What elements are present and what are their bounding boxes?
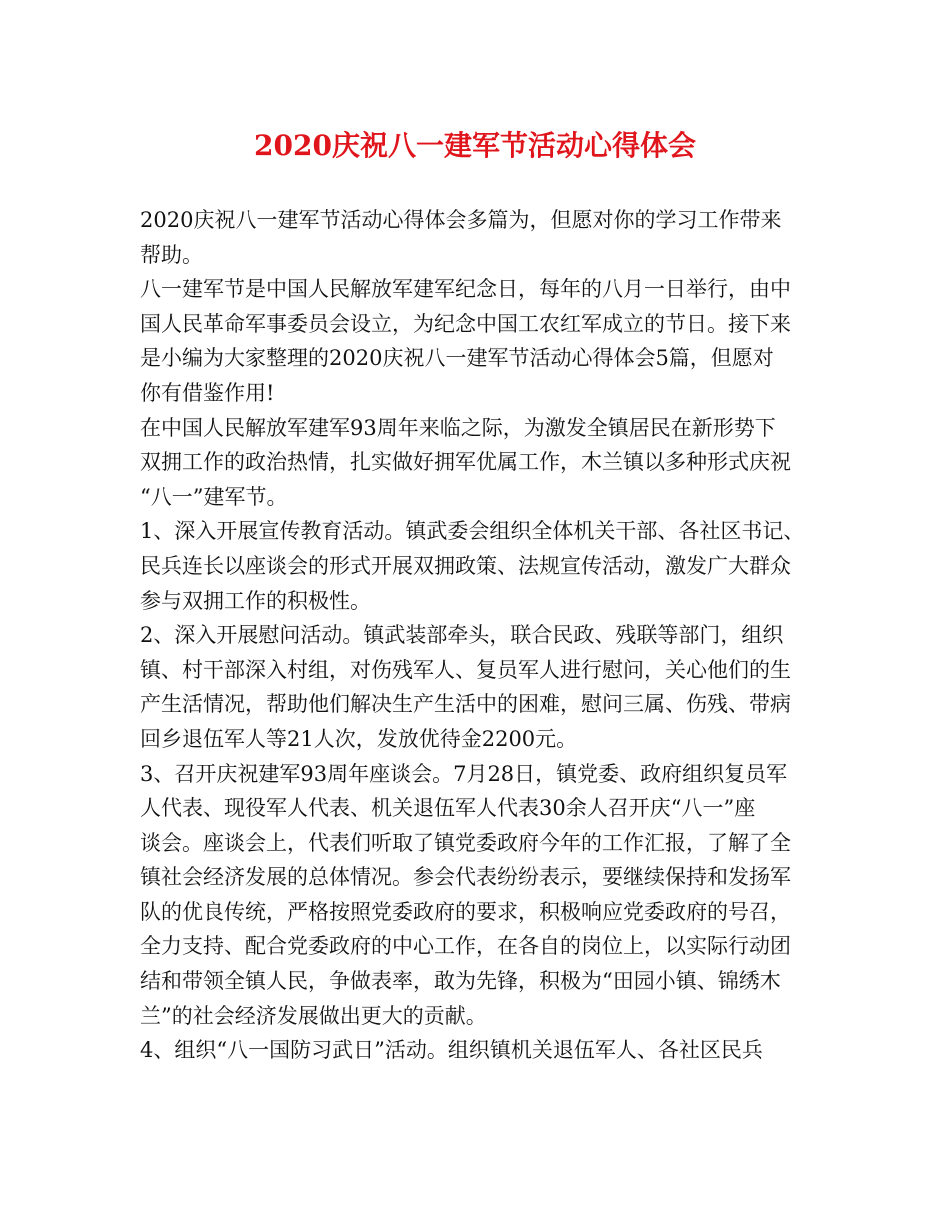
text-line: 帮助。 bbox=[140, 242, 203, 267]
text-line: 3、召开庆祝建军93周年座谈会。7月28日，镇党委、政府组织复员军 bbox=[140, 761, 788, 786]
text-line: 兰”的社会经济发展做出更大的贡献。 bbox=[140, 1003, 487, 1028]
text-line: 谈会。座谈会上，代表们听取了镇党委政府今年的工作汇报，了解了全 bbox=[140, 830, 791, 855]
text-line: 镇、村干部深入村组，对伤残军人、复员军人进行慰问，关心他们的生 bbox=[140, 657, 791, 682]
text-line: 在中国人民解放军建军93周年来临之际，为激发全镇居民在新形势下 bbox=[140, 415, 776, 440]
text-line: 4、组织“八一国防习武日”活动。组织镇机关退伍军人、各社区民兵 bbox=[140, 1038, 763, 1063]
text-line: 2、深入开展慰问活动。镇武装部牵头，联合民政、残联等部门，组织 bbox=[140, 623, 784, 648]
text-line: 回乡退伍军人等21人次，发放优待金2200元。 bbox=[140, 726, 578, 751]
text-line: 镇社会经济发展的总体情况。参会代表纷纷表示，要继续保持和发扬军 bbox=[140, 865, 791, 890]
text-line: 八一建军节是中国人民解放军建军纪念日，每年的八月一日举行，由中 bbox=[140, 277, 791, 302]
text-line: 1、深入开展宣传教育活动。镇武委会组织全体机关干部、各社区书记、 bbox=[140, 519, 805, 544]
text-line: “八一”建军节。 bbox=[140, 484, 288, 509]
text-line: 国人民革命军事委员会设立，为纪念中国工农红军成立的节日。接下来 bbox=[140, 311, 791, 336]
text-line: 产生活情况，帮助他们解决生产生活中的困难，慰问三属、伤残、带病 bbox=[140, 692, 791, 717]
text-line: 队的优良传统，严格按照党委政府的要求，积极响应党委政府的号召， bbox=[140, 899, 791, 924]
text-line: 民兵连长以座谈会的形式开展双拥政策、法规宣传活动，激发广大群众 bbox=[140, 553, 791, 578]
text-line: 双拥工作的政治热情，扎实做好拥军优属工作，木兰镇以多种形式庆祝 bbox=[140, 450, 791, 475]
document-body bbox=[140, 203, 810, 1068]
text-line: 是小编为大家整理的2020庆祝八一建军节活动心得体会5篇，但愿对 bbox=[140, 346, 774, 371]
text-line: 参与双拥工作的积极性。 bbox=[140, 588, 371, 613]
text-line: 你有借鉴作用! bbox=[140, 380, 275, 405]
text-line: 结和带领全镇人民，争做表率，敢为先锋，积极为“田园小镇、锦绣木 bbox=[140, 969, 781, 994]
document-title: 2020庆祝八一建军节活动心得体会 bbox=[254, 129, 696, 162]
text-line: 2020庆祝八一建军节活动心得体会多篇为，但愿对你的学习工作带来 bbox=[140, 208, 782, 232]
text-line: 全力支持、配合党委政府的中心工作，在各自的岗位上，以实际行动团 bbox=[140, 934, 791, 959]
text-line: 人代表、现役军人代表、机关退伍军人代表30余人召开庆“八一”座 bbox=[140, 796, 756, 821]
